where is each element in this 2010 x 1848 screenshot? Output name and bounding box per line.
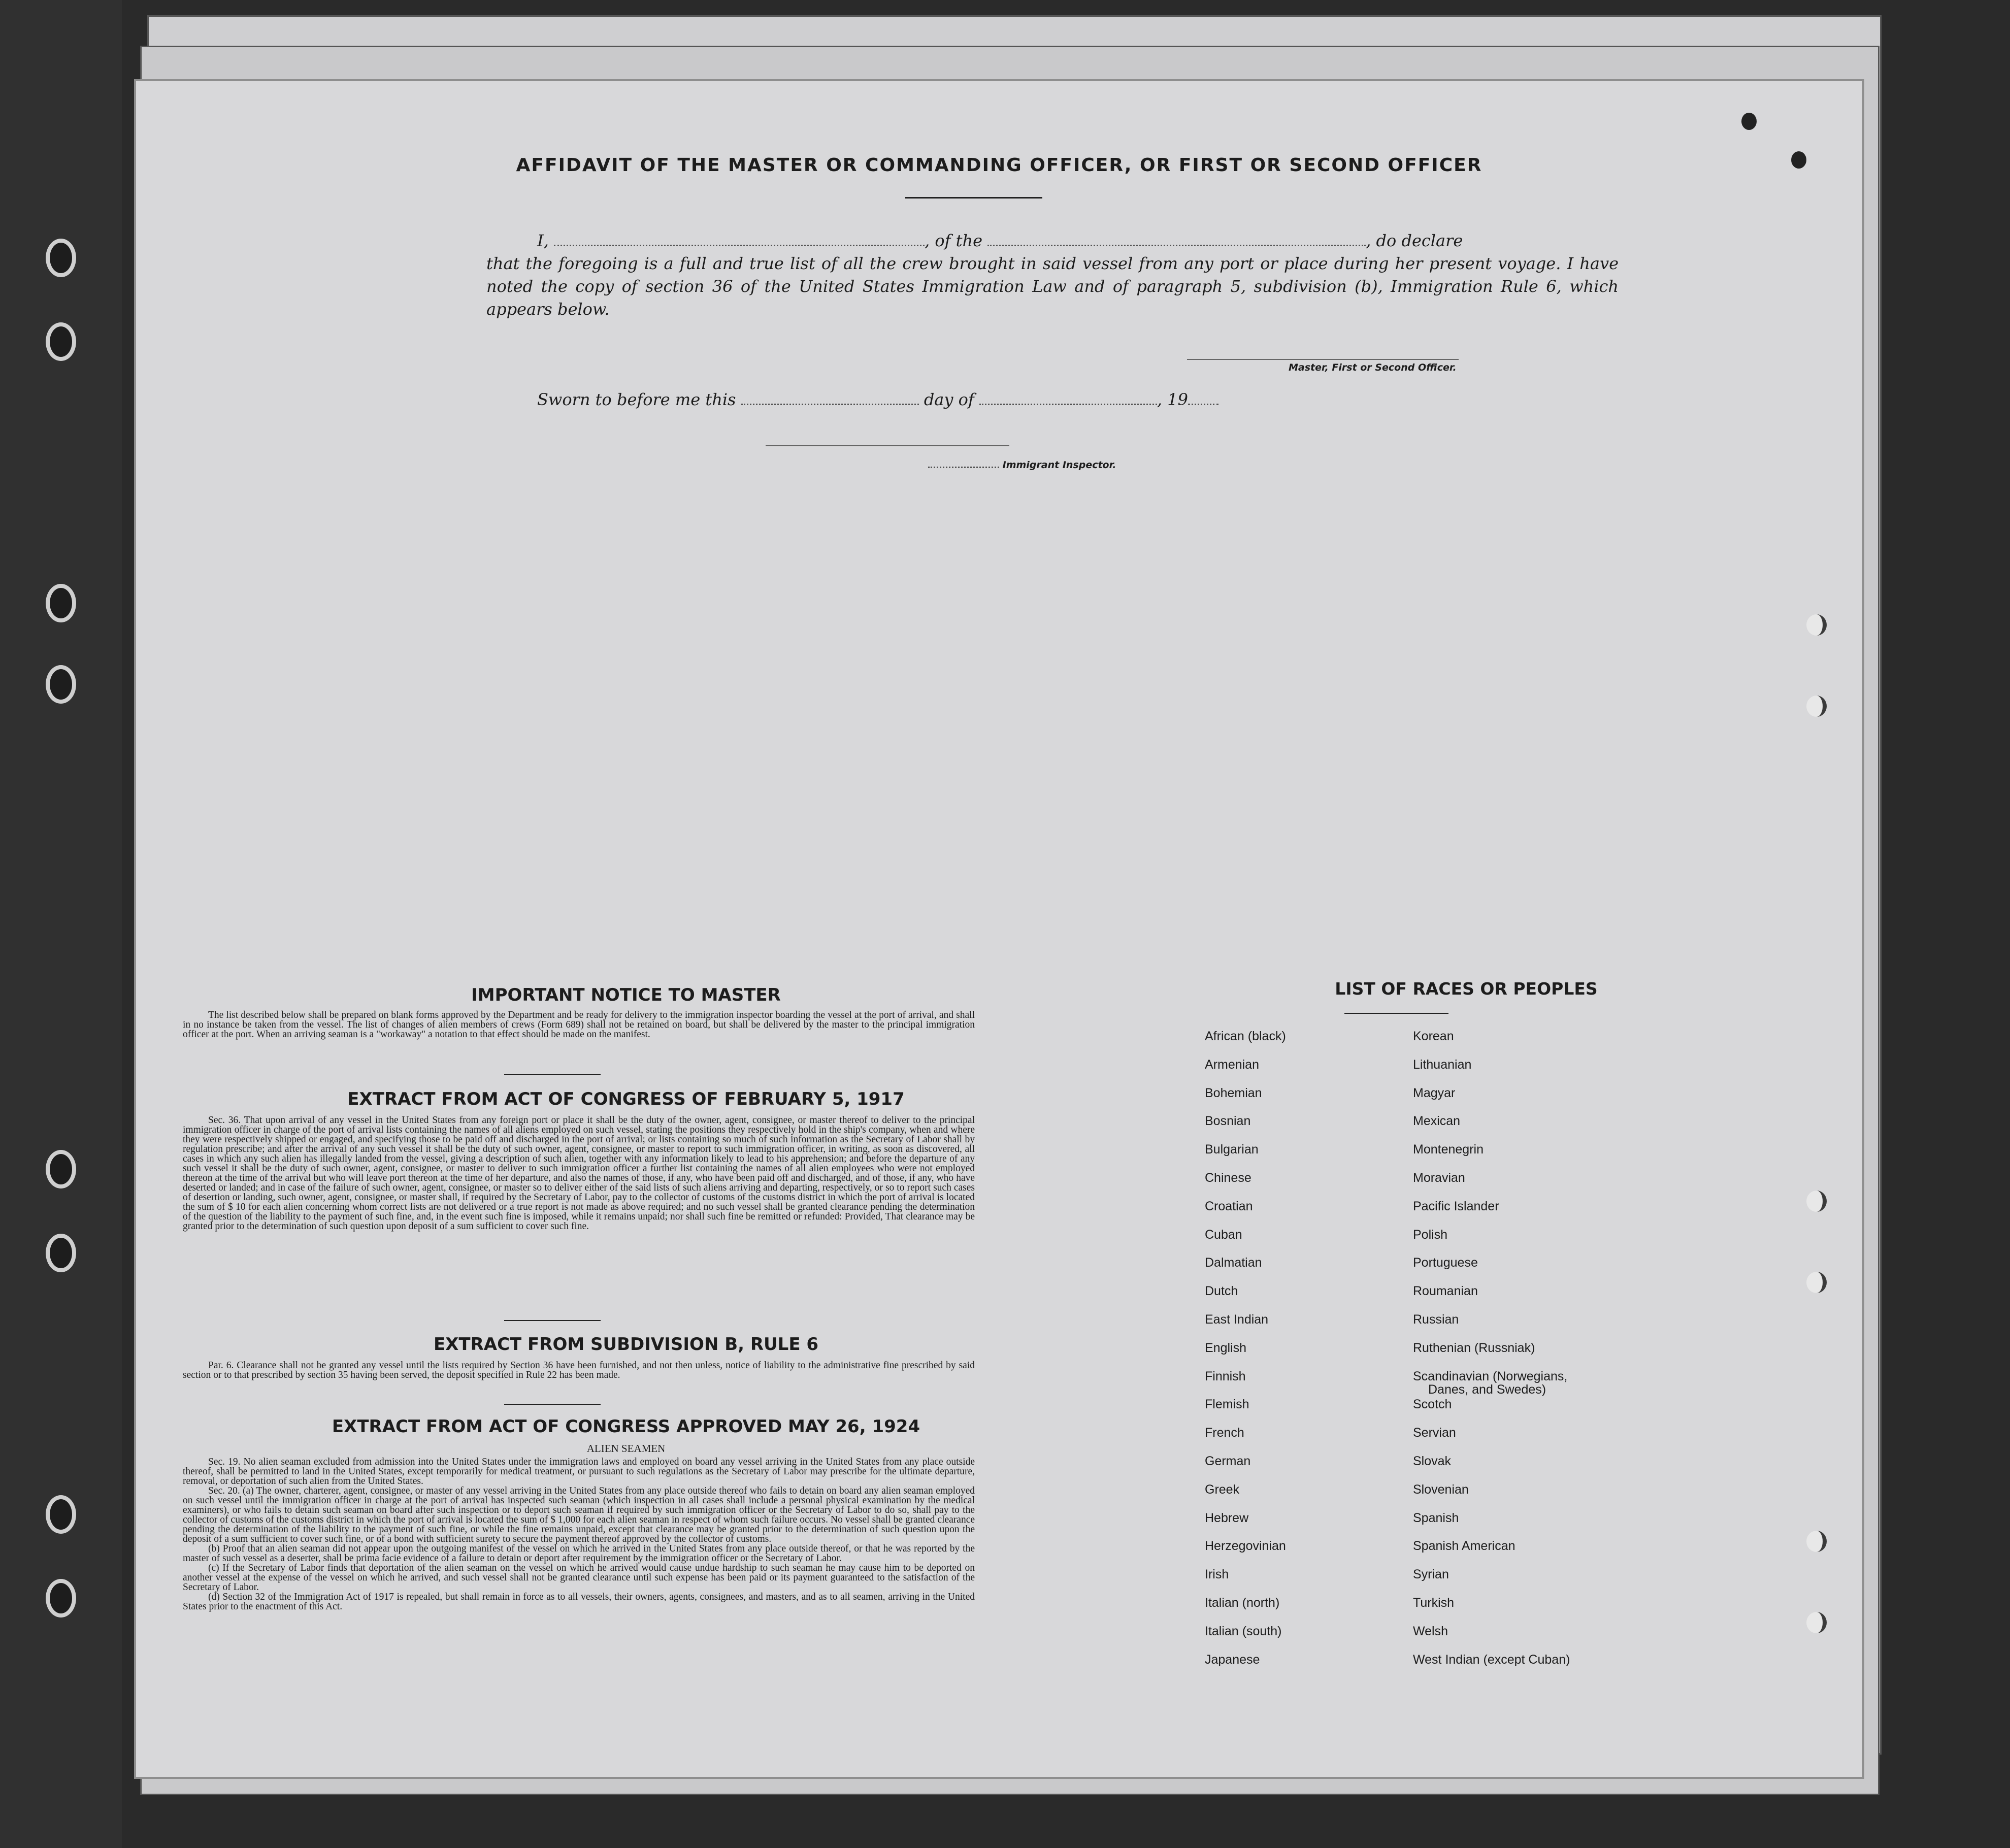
race-item: East Indian: [1205, 1312, 1269, 1327]
race-item: Cuban: [1205, 1227, 1242, 1242]
sworn-line: [537, 388, 1400, 411]
race-item: Moravian: [1413, 1171, 1465, 1185]
binder-hole: [46, 1234, 76, 1272]
race-item: Lithuanian: [1413, 1057, 1472, 1072]
race-item: Portuguese: [1413, 1256, 1478, 1270]
race-item: Magyar: [1413, 1085, 1456, 1100]
races-divider: [1344, 1013, 1448, 1014]
punch-hole: [1806, 696, 1827, 717]
race-item: Dutch: [1205, 1284, 1238, 1299]
race-item: Finnish: [1205, 1369, 1246, 1383]
races-title: LIST OF RACES OR PEOPLES: [1335, 979, 1598, 999]
binder-strip: [0, 0, 122, 1848]
act-1924-title: EXTRACT FROM ACT OF CONGRESS APPROVED MAY 26, 1924: [332, 1416, 920, 1437]
binder-hole: [46, 322, 76, 361]
act-1917-body: Sec. 36. That upon arrival of any vessel in the United States from any foreign port or place it shall be the duty of the owner, agent, consignee, or master thereof to deliver to the principal immigration officer in charge of the port of arrival lists containing the names of all aliens employed on such vessel, stating the positions they respectively hold in the ship's company, when and where they were respectively shipped or engaged, and specifying those to be paid off and discharged in the port of arrival; or lists containing so much of such information as the Secretary of Labor shall by regulation prescribe; and after the arrival of any such vessel it shall be the duty of such owner, agent, consignee, or master to report to such immigration officer, in writing, as soon as discovered, all cases in which any such alien has illegally landed from the vessel, giving a description of such alien, together with any information likely to lead to his apprehension; and before the departure of any such vessel it shall be the duty of such owner, agent, consignee, or master to deliver to such immigration officer a further list containing the names of all alien employees who were not employed thereon at the time of the arrival but who will leave port thereon at the time of her departure, and also the names of those, if any, who have been paid off and discharged, and of those, if any, who have deserted or landed; and in case of the failure of such owner, agent, consignee, or master so to deliver either of the said lists of such aliens arriving and departing, respectively, or so to report such cases of desertion or landing, such owner, agent, consignee, or master shall, if required by the Secretary of Labor, pay to the collector of customs of the customs district in which the port of arrival is located the sum of $ 10 for each alien concerning whom correct lists are not delivered or a true report is not made as above required; and no such vessel shall be granted clearance pending the determination of the question of the liability to the payment of such fine, and, in the event such fine is imposed, while it remains unpaid; nor shall such fine be remitted or refunded: Provided, That clearance may be granted prior to the determination of such question upon deposit of a sum sufficient to cover such fine.: [183, 1115, 975, 1232]
declarant-label: I,: [537, 231, 549, 250]
race-item: Spanish American: [1413, 1539, 1515, 1554]
signature-line[interactable]: [1187, 359, 1459, 360]
act-1917-title: EXTRACT FROM ACT OF CONGRESS OF FEBRUARY 5, 1917: [347, 1089, 905, 1109]
race-item: Slovenian: [1413, 1482, 1469, 1497]
race-item: Irish: [1205, 1567, 1229, 1582]
race-item: Bulgarian: [1205, 1142, 1259, 1157]
day-of-label: day of: [924, 390, 974, 409]
affidavit-title: AFFIDAVIT OF THE MASTER OR COMMANDING OFFICER, OR FIRST OR SECOND OFFICER: [516, 155, 1482, 176]
inspector-label-text: Immigrant Inspector.: [1002, 459, 1116, 471]
notice-body: The list described below shall be prepared on blank forms approved by the Department and be ready for delivery to the immigration inspector boarding the vessel at the port of arrival, and shall in no instance be taken from the vessel. The list of changes of alien members of crews (Form 689) shall not be retained on board, but shall be delivered by the master to the principal immigration officer at the port. When an arriving seaman is a "workaway" a notation to that effect should be made on the manifest.: [183, 1010, 975, 1040]
race-item: English: [1205, 1340, 1246, 1355]
race-item: Croatian: [1205, 1199, 1253, 1213]
race-item: Italian (north): [1205, 1596, 1280, 1610]
sec-20a: Sec. 20. (a) The owner, charterer, agent, consignee, or master of any vessel arriving in the United States from any place outside thereof who fails to detain on board any alien seaman employed on such vessel until the immigration officer in charge at the port of arrival has inspected such seaman (which inspection in all cases shall include a personal physical examination by the medical examiners), or who fails to detain such seaman on board after such inspection or to deport such seaman if required by such immigration officer or the Secretary of Labor to do so, shall pay to the collector of customs of the customs district in which the port of arrival is located the sum of $ 1,000 for each alien seaman in respect of whom such failure occurs. No vessel shall be granted clearance pending the determination of the liability to the payment of such fine, or while the fine remains unpaid, except that clearance may be granted prior to the determination of such question upon the deposit of a sum sufficient to cover such fine, or of a bond with sufficient surety to secure the payment thereof approved by the collector of customs.: [183, 1486, 975, 1544]
vessel-label: , of the: [924, 231, 983, 250]
notice-title: IMPORTANT NOTICE TO MASTER: [471, 985, 781, 1005]
sworn-label: Sworn to before me this: [537, 390, 736, 409]
vessel-blank[interactable]: [987, 244, 1366, 246]
year-label: , 19: [1157, 390, 1188, 409]
name-blank[interactable]: [554, 244, 925, 246]
race-item: Ruthenian (Russniak): [1413, 1340, 1535, 1355]
race-item: French: [1205, 1426, 1244, 1440]
signature-label: Master, First or Second Officer.: [1289, 362, 1457, 373]
rule-6-divider: [504, 1404, 601, 1405]
year-blank[interactable]: [1188, 403, 1218, 405]
month-blank[interactable]: [979, 403, 1157, 405]
rule-6-body: Par. 6. Clearance shall not be granted any vessel until the lists required by Section 36 have been furnished, and not then unless, notice of liability to the administrative fine prescribed by said section or to that prescribed by section 35 having been served, the deposit specified in Rule 22 has been made.: [183, 1360, 975, 1380]
race-item: Chinese: [1205, 1171, 1251, 1185]
punch-hole: [1806, 1272, 1827, 1293]
race-item: Roumanian: [1413, 1284, 1478, 1299]
race-item: Scotch: [1413, 1397, 1452, 1412]
binder-hole: [46, 1579, 76, 1618]
race-item: Japanese: [1205, 1652, 1260, 1667]
race-item: Mexican: [1413, 1114, 1461, 1129]
race-item: Turkish: [1413, 1596, 1455, 1610]
race-item: Scandinavian (Norwegians,: [1413, 1369, 1568, 1383]
race-item: Greek: [1205, 1482, 1240, 1497]
binder-hole: [46, 665, 76, 704]
inspector-name-blank[interactable]: [928, 466, 999, 468]
race-item: Herzegovinian: [1205, 1539, 1286, 1554]
race-item: Slovak: [1413, 1454, 1452, 1468]
ink-mark: [1741, 113, 1757, 130]
binder-hole: [46, 239, 76, 277]
sec-20d: (d) Section 32 of the Immigration Act of 1917 is repealed, but shall remain in force as to all vessels, their owners, agents, consignees, and masters, and as to all seamen, arriving in the United States prior to the enactment of this Act.: [183, 1592, 975, 1612]
race-item: Dalmatian: [1205, 1256, 1262, 1270]
day-blank[interactable]: [741, 403, 919, 405]
title-divider: [905, 197, 1042, 199]
race-item: Spanish: [1413, 1510, 1459, 1525]
sec-20c: (c) If the Secretary of Labor finds that deportation of the alien seaman on the vessel on which he arrived would cause undue hardship to such seaman he may cause him to be deported on another vessel at the expense of the vessel on which he arrived, and such vessel shall not be granted clearance until such expense has been paid or its payment guaranteed to the satisfaction of the Secretary of Labor.: [183, 1563, 975, 1593]
affidavit-declaration: [486, 229, 1619, 321]
race-item: Pacific Islander: [1413, 1199, 1499, 1213]
race-item: Flemish: [1205, 1397, 1249, 1412]
inspector-line[interactable]: [766, 445, 1009, 446]
act-1924-body: [183, 1457, 975, 1611]
declaration-line: [486, 229, 1619, 252]
race-item: West Indian (except Cuban): [1413, 1652, 1570, 1667]
act-1924-subtitle: ALIEN SEAMEN: [586, 1442, 666, 1455]
race-item: Armenian: [1205, 1057, 1259, 1072]
inspector-label: [928, 459, 1116, 471]
race-item: Italian (south): [1205, 1624, 1282, 1638]
race-item: African (black): [1205, 1029, 1286, 1043]
race-item: Montenegrin: [1413, 1142, 1484, 1157]
race-item: Bosnian: [1205, 1114, 1251, 1129]
race-item: Polish: [1413, 1227, 1448, 1242]
punch-hole: [1806, 1612, 1827, 1633]
race-item: Bohemian: [1205, 1085, 1262, 1100]
binder-hole: [46, 584, 76, 622]
binder-hole: [46, 1495, 76, 1534]
act-1917-divider: [504, 1320, 601, 1321]
race-item: Hebrew: [1205, 1510, 1249, 1525]
race-item: Welsh: [1413, 1624, 1448, 1638]
declare-label: , do declare: [1366, 231, 1463, 250]
race-item: Danes, and Swedes): [1428, 1382, 1546, 1397]
manifest-page: [136, 81, 1862, 1777]
rule-6-title: EXTRACT FROM SUBDIVISION B, RULE 6: [433, 1334, 819, 1355]
race-item: Korean: [1413, 1029, 1454, 1043]
sec-20b: (b) Proof that an alien seaman did not appear upon the outgoing manifest of the vessel on which he arrived in the United States from any place outside thereof, or that he was reported by the master of such vessel as a deserter, shall be prima facie evidence of a failure to detain or deport after requirement by the immigration officer or the Secretary of Labor.: [183, 1543, 975, 1564]
punch-hole: [1806, 1531, 1827, 1552]
race-item: German: [1205, 1454, 1251, 1468]
punch-hole: [1806, 1191, 1827, 1212]
race-item: Servian: [1413, 1426, 1456, 1440]
punch-hole: [1806, 614, 1827, 636]
binder-hole: [46, 1150, 76, 1189]
race-item: Russian: [1413, 1312, 1459, 1327]
race-item: Syrian: [1413, 1567, 1449, 1582]
sec-19: Sec. 19. No alien seaman excluded from admission into the United States under the immigration laws and employed on board any vessel arriving in the United States from any place outside thereof, shall be permitted to land in the United States, except temporarily for medical treatment, or pursuant to such regulations as the Secretary of Labor may prescribe for the ultimate departure, removal, or deportation of such alien from the United States.: [183, 1457, 975, 1487]
notice-divider: [504, 1074, 601, 1075]
declaration-body: that the foregoing is a full and true list of all the crew brought in said vessel from any port or place during her present voyage. I have noted the copy of section 36 of the United States Immigration Law and of paragraph 5, subdivision (b), Immigration Rule 6, which appears below.: [486, 254, 1619, 319]
